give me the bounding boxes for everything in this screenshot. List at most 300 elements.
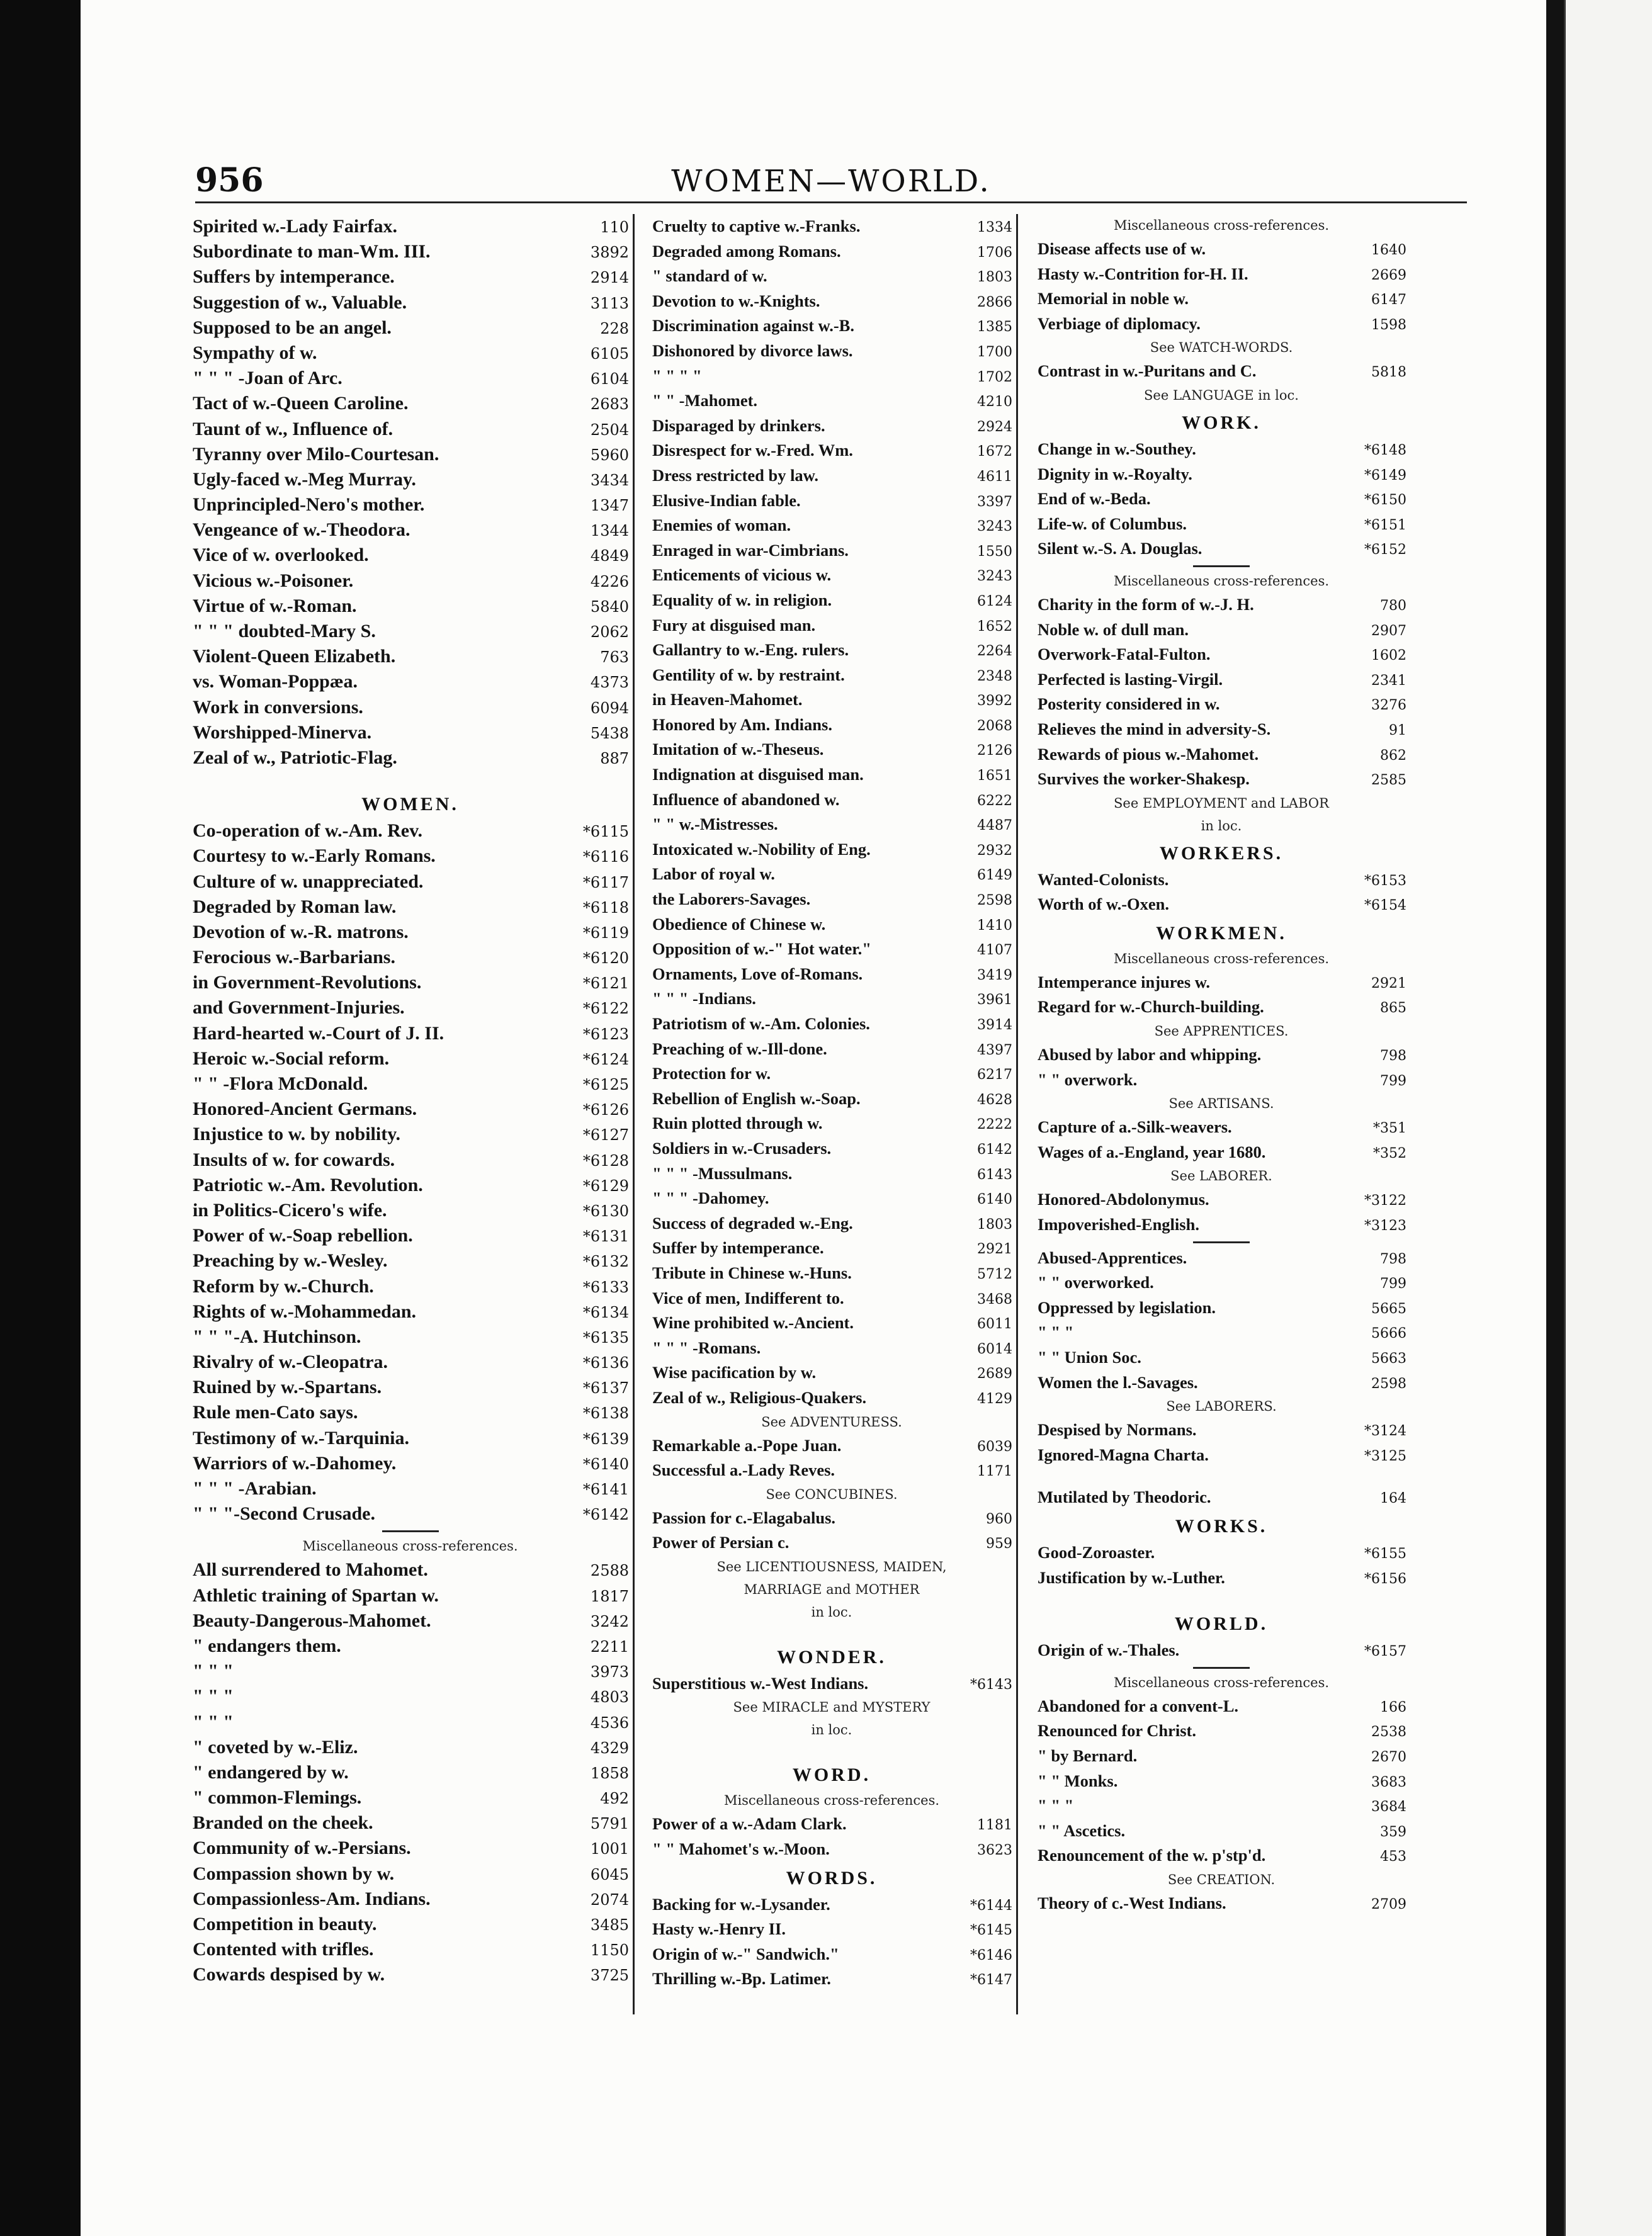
index-column-1 (188, 214, 635, 2014)
index-entry (1032, 1719, 1410, 1744)
entry-text: Courtesy to w.-Early Romans. (193, 845, 436, 867)
index-entry (647, 313, 1016, 339)
entry-number: 6124 (977, 593, 1012, 609)
entry-number: 3725 (590, 1967, 629, 1985)
entry-number: 780 (1380, 597, 1406, 614)
cross-reference-note: in loc. (811, 1604, 852, 1620)
entry-number: *6119 (582, 923, 629, 942)
entry-text: Opposition of w.-" Hot water." (652, 939, 871, 959)
index-entry (1032, 437, 1410, 462)
entry-text: Suffer by intemperance. (652, 1238, 824, 1258)
adjacent-page-edge (1564, 0, 1652, 2236)
index-entry (188, 1451, 633, 1476)
entry-number: 4226 (590, 572, 629, 590)
entry-text: " endangered by w. (193, 1761, 349, 1783)
entry-number: *6124 (582, 1050, 629, 1068)
entry-text: Regard for w.-Church-building. (1038, 997, 1264, 1017)
entry-number: *6155 (1364, 1545, 1406, 1562)
entry-number: 2932 (977, 842, 1012, 859)
entry-text: Capture of a.-Silk-weavers. (1038, 1117, 1232, 1137)
index-entry (647, 1311, 1016, 1336)
index-entry (1032, 312, 1410, 337)
entry-number: 4803 (590, 1688, 629, 1707)
index-entry (1032, 262, 1410, 287)
index-entry (647, 1061, 1016, 1087)
entry-text: in Government-Revolutions. (193, 972, 422, 993)
entry-text: Charity in the form of w.-J. H. (1038, 594, 1254, 614)
entry-number: 1803 (977, 1216, 1012, 1233)
entry-text: Power of Persian c. (652, 1533, 789, 1552)
index-entry (647, 1458, 1016, 1483)
entry-text: Reform by w.-Church. (193, 1275, 374, 1297)
entry-text: " " " (1038, 1323, 1074, 1342)
index-entry (188, 1557, 633, 1583)
entry-text: Suggestion of w., Valuable. (193, 291, 407, 313)
spacer (1032, 1590, 1410, 1608)
index-entry (647, 912, 1016, 937)
index-entry (647, 1506, 1016, 1531)
entry-text: Imitation of w.-Theseus. (652, 740, 824, 759)
entry-text: All surrendered to Mahomet. (193, 1559, 428, 1581)
entry-number: 799 (1380, 1276, 1406, 1292)
entry-number: 1347 (590, 497, 629, 515)
cross-reference-note: Miscellaneous cross-references. (1113, 1674, 1330, 1690)
index-entry (188, 644, 633, 669)
index-entry (647, 962, 1016, 987)
cross-reference-note: See WATCH-WORDS. (1150, 340, 1293, 356)
entry-number: 2538 (1371, 1724, 1406, 1741)
entry-number: *6138 (582, 1404, 629, 1423)
entry-number: *6152 (1364, 542, 1406, 558)
index-entry (188, 844, 633, 869)
entry-number: 3992 (977, 693, 1012, 709)
index-entry (647, 1211, 1016, 1236)
entry-text: Devotion to w.-Knights. (652, 291, 820, 310)
index-entry (188, 1248, 633, 1273)
index-entry (1032, 1296, 1410, 1321)
entry-number: *6144 (970, 1897, 1012, 1914)
entry-number: 798 (1380, 1048, 1406, 1064)
entry-text: Perfected is lasting-Virgil. (1038, 669, 1223, 689)
cross-reference-note: See CONCUBINES. (766, 1486, 898, 1502)
index-entry (1032, 592, 1410, 618)
entry-number: 2924 (977, 419, 1012, 435)
entry-text: Unprincipled-Nero's mother. (193, 494, 425, 516)
entry-number: *6126 (582, 1101, 629, 1119)
entry-number: *6154 (1364, 898, 1406, 914)
entry-text: Mutilated by Theodoric. (1038, 1488, 1211, 1507)
entry-text: Theory of c.-West Indians. (1038, 1893, 1226, 1912)
entry-text: " coveted by w.-Eliz. (193, 1736, 358, 1758)
entry-text: " " " (193, 1711, 234, 1732)
entry-text: Branded on the cheek. (193, 1812, 373, 1834)
index-entry (188, 1861, 633, 1887)
index-entry (188, 214, 633, 239)
entry-number: *6125 (582, 1076, 629, 1093)
entry-text: Honored-Ancient Germans. (193, 1098, 417, 1120)
entry-text: Thrilling w.-Bp. Latimer. (652, 1969, 831, 1989)
entry-number: *6135 (582, 1328, 629, 1347)
entry-number: 4129 (977, 1391, 1012, 1407)
entry-number: 763 (600, 648, 629, 667)
entry-text: Success of degraded w.-Eng. (652, 1213, 853, 1233)
index-entry (647, 239, 1016, 264)
entry-text: Memorial in noble w. (1038, 289, 1189, 308)
index-entry (1032, 1068, 1410, 1093)
index-entry (1032, 1843, 1410, 1868)
index-entry (647, 812, 1016, 837)
entry-number: 228 (600, 319, 629, 337)
section-heading: WORK. (1182, 412, 1261, 433)
entry-number: 959 (986, 1536, 1012, 1552)
entry-text: Rule men-Cato says. (193, 1402, 358, 1423)
cross-reference-note: in loc. (1201, 818, 1242, 833)
entry-number: 1602 (1371, 648, 1406, 664)
entry-number: *6140 (582, 1455, 629, 1473)
entry-number: 1334 (977, 220, 1012, 235)
cross-reference-note: See ARTISANS. (1168, 1096, 1274, 1112)
index-entry (188, 920, 633, 945)
entry-text: Indignation at disguised man. (652, 765, 864, 784)
section-divider (1193, 1667, 1250, 1669)
entry-text: " " Ascetics. (1038, 1821, 1126, 1840)
entry-number: 6039 (977, 1438, 1012, 1455)
entry-number: 4487 (977, 818, 1012, 834)
index-entry (1032, 1793, 1410, 1819)
index-entry (647, 1671, 1016, 1697)
entry-text: Backing for w.-Lysander. (652, 1894, 830, 1914)
index-entry (1032, 1270, 1410, 1296)
index-entry (1032, 1638, 1410, 1663)
entry-number: 2921 (977, 1241, 1012, 1258)
entry-number: *6120 (582, 949, 629, 968)
entry-text: Overwork-Fatal-Fulton. (1038, 645, 1211, 664)
entry-number: 5666 (1371, 1326, 1406, 1342)
entry-number: *6145 (970, 1923, 1012, 1939)
entry-text: Gallantry to w.-Eng. rulers. (652, 640, 849, 660)
entry-number: 3961 (977, 992, 1012, 1008)
entry-number: *6142 (582, 1506, 629, 1524)
entry-text: Relieves the mind in adversity-S. (1038, 719, 1271, 738)
section-heading: WORDS. (786, 1867, 878, 1889)
entry-text: " " " -Joan of Arc. (193, 368, 342, 389)
entry-number: 2211 (590, 1637, 629, 1656)
index-entry (1032, 995, 1410, 1020)
entry-text: " " " " (652, 366, 702, 385)
entry-text: Abused by labor and whipping. (1038, 1045, 1262, 1064)
entry-number: *6121 (582, 974, 629, 993)
entry-number: 2598 (977, 893, 1012, 909)
entry-number: 1640 (1371, 242, 1406, 258)
entry-number: 798 (1380, 1251, 1406, 1267)
entry-number: 453 (1380, 1849, 1406, 1865)
entry-text: " " " doubted-Mary S. (193, 621, 376, 641)
index-entry (647, 364, 1016, 389)
entry-number: 4329 (590, 1739, 629, 1757)
entry-text: Power of a w.-Adam Clark. (652, 1814, 847, 1834)
entry-text: Noble w. of dull man. (1038, 619, 1189, 639)
entry-number: *6156 (1364, 1571, 1406, 1587)
spacer (188, 771, 633, 788)
entry-number: 3419 (977, 967, 1012, 983)
index-entry (1032, 1320, 1410, 1345)
cross-reference-note: MARRIAGE and MOTHER (744, 1581, 920, 1597)
index-entry (188, 1426, 633, 1451)
entry-text: Cowards despised by w. (193, 1964, 385, 1985)
index-entry (1032, 462, 1410, 487)
entry-text: " by Bernard. (1038, 1746, 1138, 1765)
index-entry (647, 1111, 1016, 1136)
entry-number: *3122 (1364, 1193, 1406, 1209)
index-entry (188, 1634, 633, 1659)
index-entry (647, 563, 1016, 588)
entry-text: Culture of w. unappreciated. (193, 871, 424, 892)
entry-text: Origin of w.-Thales. (1038, 1640, 1180, 1660)
entry-text: in Politics-Cicero's wife. (193, 1199, 387, 1221)
entry-number: 2670 (1371, 1749, 1406, 1765)
entry-text: Renouncement of the w. p'stp'd. (1038, 1846, 1266, 1865)
entry-number: 6140 (977, 1192, 1012, 1208)
index-entry (647, 264, 1016, 289)
index-entry (647, 887, 1016, 912)
cross-reference-note: Miscellaneous cross-references. (1113, 218, 1330, 233)
entry-text: Protection for w. (652, 1064, 771, 1083)
entry-text: Posterity considered in w. (1038, 694, 1220, 714)
section-heading: WOMEN. (361, 794, 459, 815)
index-entry (188, 543, 633, 568)
entry-text: Women the l.-Savages. (1038, 1372, 1198, 1392)
index-entry (188, 1836, 633, 1861)
entry-number: 166 (1380, 1699, 1406, 1715)
index-entry (647, 1433, 1016, 1459)
left-scan-gutter (0, 0, 81, 2236)
entry-text: Abused-Apprentices. (1038, 1248, 1187, 1267)
index-entry (1032, 1042, 1410, 1068)
entry-number: 6143 (977, 1166, 1012, 1183)
entry-number: 6222 (977, 793, 1012, 809)
index-entry (188, 1223, 633, 1248)
entry-text: Beauty-Dangerous-Mahomet. (193, 1610, 431, 1631)
entry-number: *6122 (582, 1000, 629, 1018)
index-entry (188, 315, 633, 341)
entry-text: Patriotism of w.-Am. Colonies. (652, 1014, 870, 1033)
entry-text: Spirited w.-Lady Fairfax. (193, 216, 398, 237)
entry-number: 6142 (977, 1141, 1012, 1158)
entry-number: 1706 (977, 244, 1012, 261)
entry-text: Insults of w. for cowards. (193, 1149, 395, 1170)
entry-number: 960 (986, 1511, 1012, 1527)
index-entry (1032, 692, 1410, 717)
index-entry (188, 264, 633, 290)
index-entry (188, 1324, 633, 1350)
index-entry (188, 366, 633, 391)
cross-reference-note: See APPRENTICES. (1154, 1024, 1289, 1039)
entry-number: *6146 (970, 1947, 1012, 1963)
entry-text: Athletic training of Spartan w. (193, 1584, 439, 1606)
index-entry (188, 1735, 633, 1760)
entry-number: 799 (1380, 1073, 1406, 1089)
entry-number: 2921 (1371, 975, 1406, 991)
entry-text: Disparaged by drinkers. (652, 415, 825, 435)
entry-text: Ugly-faced w.-Meg Murray. (193, 468, 416, 490)
page-number: 956 (195, 161, 264, 200)
index-entry (188, 1148, 633, 1173)
entry-text: Wise pacification by w. (652, 1363, 817, 1382)
entry-text: Worshipped-Minerva. (193, 721, 372, 743)
section-heading: WORKS. (1175, 1515, 1268, 1537)
entry-text: Life-w. of Columbus. (1038, 514, 1187, 533)
index-entry (647, 339, 1016, 364)
entry-text: Elusive-Indian fable. (652, 490, 801, 510)
entry-text: Enraged in war-Cimbrians. (652, 540, 849, 560)
index-column-2 (647, 214, 1018, 2014)
entry-number: 164 (1380, 1491, 1406, 1507)
entry-number: 4849 (590, 547, 629, 565)
entry-number: 3468 (977, 1291, 1012, 1307)
entry-text: Patriotic w.-Am. Revolution. (193, 1174, 423, 1195)
entry-number: 2222 (977, 1117, 1012, 1133)
entry-text: Injustice to w. by nobility. (193, 1124, 401, 1145)
index-entry (647, 214, 1016, 239)
index-entry (647, 687, 1016, 713)
cross-reference-note: See LANGUAGE in loc. (1144, 387, 1299, 403)
cross-reference-note: See LABORER. (1170, 1168, 1272, 1184)
entry-number: *6147 (970, 1972, 1012, 1989)
entry-text: Origin of w.-" Sandwich." (652, 1944, 839, 1963)
entry-number: 1700 (977, 344, 1012, 360)
entry-text: Impoverished-English. (1038, 1215, 1199, 1234)
entry-number: 3914 (977, 1017, 1012, 1033)
entry-text: Abandoned for a convent-L. (1038, 1696, 1239, 1715)
entry-number: 492 (600, 1790, 629, 1808)
index-entry (188, 594, 633, 619)
index-entry (1032, 1115, 1410, 1140)
entry-text: Zeal of w., Religious-Quakers. (652, 1387, 867, 1407)
entry-text: Compassionless-Am. Indians. (193, 1888, 431, 1909)
index-entry (647, 488, 1016, 514)
cross-reference-note: See CREATION. (1167, 1872, 1276, 1887)
entry-number: 1181 (977, 1817, 1012, 1834)
index-entry (647, 713, 1016, 738)
entry-text: Compassion shown by w. (193, 1863, 395, 1884)
entry-text: " " Mahomet's w.-Moon. (652, 1839, 830, 1859)
index-entry (188, 1785, 633, 1810)
entry-number: 4210 (977, 394, 1012, 410)
entry-number: 5663 (1371, 1351, 1406, 1367)
entry-text: " " " -Dahomey. (652, 1189, 769, 1208)
entry-text: Enemies of woman. (652, 516, 791, 535)
entry-number: 6094 (590, 699, 629, 717)
entry-text: " " overwork. (1038, 1070, 1138, 1089)
index-entry (647, 1087, 1016, 1112)
index-entry (647, 788, 1016, 813)
entry-number: 2709 (1371, 1896, 1406, 1912)
entry-number: 4628 (977, 1092, 1012, 1108)
entry-text: Vicious w.-Poisoner. (193, 570, 354, 591)
index-entry (1032, 536, 1410, 562)
index-entry (188, 391, 633, 416)
index-entry (188, 1122, 633, 1147)
index-entry (1032, 286, 1410, 312)
entry-number: 2669 (1371, 267, 1406, 283)
entry-number: 1344 (590, 522, 629, 540)
entry-text: Tyranny over Milo-Courtesan. (193, 443, 439, 465)
entry-number: *3125 (1364, 1448, 1406, 1464)
index-entry (188, 1046, 633, 1071)
cross-reference-note: Miscellaneous cross-references. (723, 1793, 940, 1809)
cross-reference-note: See MIRACLE and MYSTERY (733, 1700, 931, 1715)
entry-number: 2866 (977, 294, 1012, 310)
entry-number: 887 (600, 749, 629, 767)
entry-text: " " w.-Mistresses. (652, 815, 778, 834)
index-entry (188, 1476, 633, 1501)
index-entry (647, 1012, 1016, 1037)
index-entry (647, 1967, 1016, 1992)
cross-reference-note: Miscellaneous cross-references. (302, 1539, 518, 1554)
entry-text: " " " (193, 1686, 234, 1707)
page-header (195, 157, 1467, 203)
entry-number: 5438 (590, 724, 629, 742)
entry-number: 2588 (590, 1562, 629, 1580)
entry-number: 4373 (590, 674, 629, 692)
entry-text: Fury at disguised man. (652, 615, 816, 635)
entry-text: and Government-Injuries. (193, 997, 405, 1019)
entry-number: *6117 (582, 873, 629, 891)
entry-number: 5818 (1371, 364, 1406, 381)
entry-number: 4536 (590, 1714, 629, 1732)
entry-text: " " " -Mussulmans. (652, 1163, 793, 1183)
entry-number: 1817 (590, 1587, 629, 1605)
entry-text: Suffers by intemperance. (193, 266, 395, 288)
entry-text: Ornaments, Love of-Romans. (652, 964, 863, 983)
entry-text: " " Union Soc. (1038, 1348, 1141, 1367)
index-entry (1032, 1345, 1410, 1370)
index-entry (1032, 1819, 1410, 1844)
entry-number: 6045 (590, 1865, 629, 1883)
entry-number: *6128 (582, 1151, 629, 1170)
entry-number: 1385 (977, 319, 1012, 336)
entry-text: Vengeance of w.-Theodora. (193, 519, 410, 541)
entry-text: Ferocious w.-Barbarians. (193, 947, 395, 968)
index-entry (647, 388, 1016, 414)
entry-text: Subordinate to man-Wm. III. (193, 241, 431, 263)
index-entry (647, 463, 1016, 488)
entry-number: 4107 (977, 942, 1012, 959)
index-entry (647, 1892, 1016, 1917)
entry-text: " standard of w. (652, 266, 767, 286)
entry-text: Remarkable a.-Pope Juan. (652, 1435, 842, 1455)
index-entry (188, 1501, 633, 1527)
cross-reference-note: See LICENTIOUSNESS, MAIDEN, (716, 1559, 947, 1574)
entry-text: Preaching of w.-Ill-done. (652, 1039, 827, 1058)
index-entry (1032, 667, 1410, 692)
entry-text: Good-Zoroaster. (1038, 1542, 1155, 1562)
index-entry (188, 568, 633, 594)
entry-number: 110 (600, 218, 629, 236)
cross-reference-note: Miscellaneous cross-references. (1113, 573, 1330, 589)
entry-text: Rivalry of w.-Cleopatra. (193, 1352, 388, 1373)
entry-text: Testimony of w.-Tarquinia. (193, 1427, 409, 1448)
entry-text: Dishonored by divorce laws. (652, 341, 853, 360)
cross-reference-note: in loc. (811, 1722, 852, 1738)
index-entry (647, 638, 1016, 663)
index-entry (188, 818, 633, 844)
entry-text: Degraded by Roman law. (193, 896, 397, 917)
entry-text: Honored by Am. Indians. (652, 714, 832, 734)
index-entry (1032, 1694, 1410, 1719)
entry-number: 3684 (1371, 1799, 1406, 1815)
entry-number: 1150 (590, 1941, 629, 1960)
